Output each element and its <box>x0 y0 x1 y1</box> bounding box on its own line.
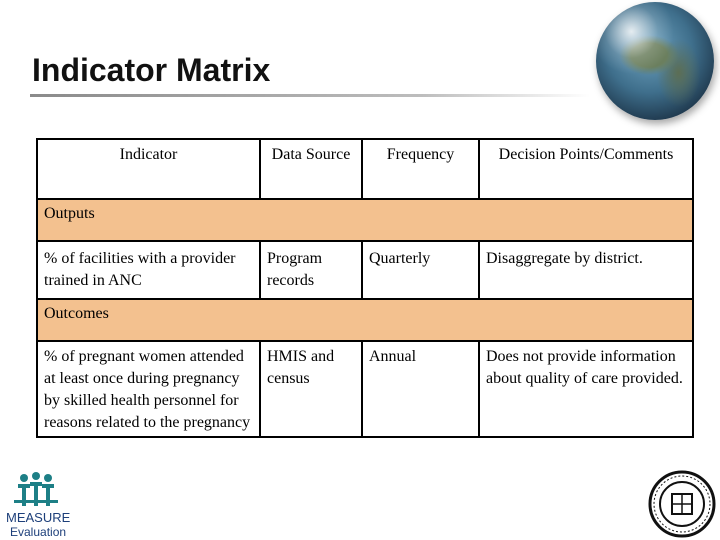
cell-indicator: % of facilities with a provider trained in ANC <box>37 241 260 299</box>
indicator-matrix-table <box>36 138 694 438</box>
header-frequency: Frequency <box>362 139 479 199</box>
table-row <box>37 241 693 299</box>
section-label: Outputs <box>37 199 693 241</box>
globe-image <box>596 2 714 120</box>
cell-comments: Does not provide information about quality of care provided. <box>479 341 693 437</box>
section-row-outcomes <box>37 299 693 341</box>
section-row-outputs <box>37 199 693 241</box>
header-indicator: Indicator <box>37 139 260 199</box>
cell-comments: Disaggregate by district. <box>479 241 693 299</box>
cell-frequency: Quarterly <box>362 241 479 299</box>
university-seal-logo <box>648 470 716 538</box>
title-underline <box>30 94 590 97</box>
table-row <box>37 341 693 437</box>
slide-title: Indicator Matrix <box>32 52 271 88</box>
cell-frequency: Annual <box>362 341 479 437</box>
evaluation-logo-text: Evaluation <box>10 525 67 539</box>
section-label: Outcomes <box>37 299 693 341</box>
cell-data-source: Program records <box>260 241 362 299</box>
cell-data-source: HMIS and census <box>260 341 362 437</box>
measure-logo-text: MEASURE <box>6 510 71 525</box>
measure-evaluation-logo <box>6 470 74 540</box>
header-data-source: Data Source <box>260 139 362 199</box>
cell-indicator: % of pregnant women attended at least once during pregnancy by skilled health personnel for reasons related to the pregnancy <box>37 341 260 437</box>
table-header-row <box>37 139 693 199</box>
header-decision-points: Decision Points/Comments <box>479 139 693 199</box>
